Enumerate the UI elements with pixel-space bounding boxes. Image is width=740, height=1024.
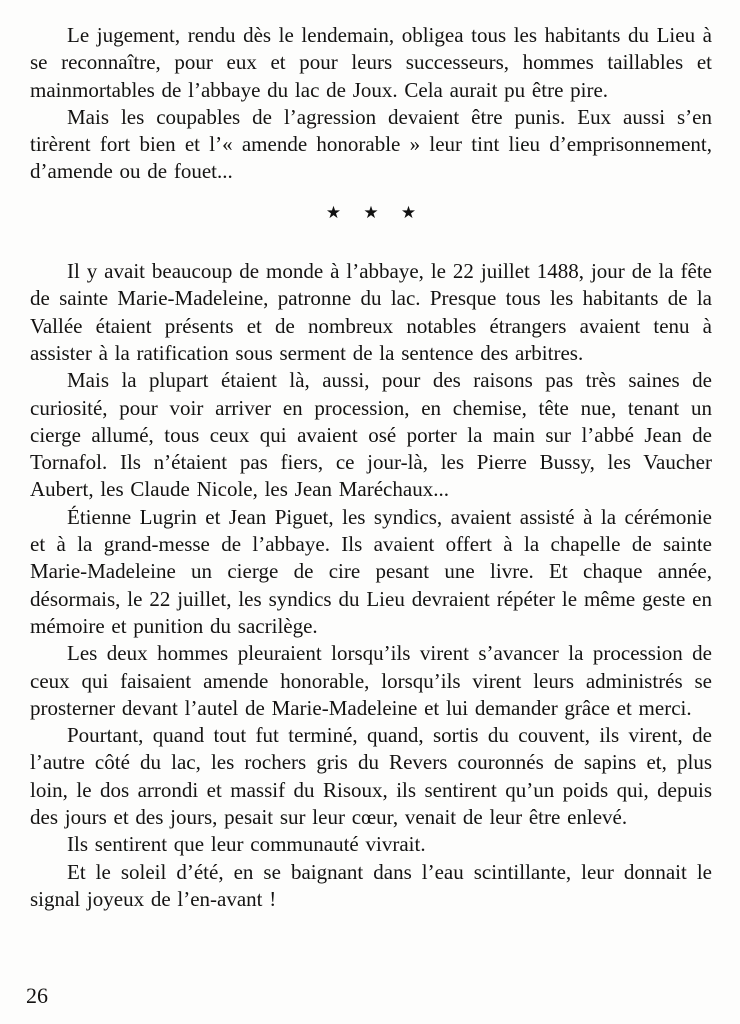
- paragraph-amende-honorable: Les deux hommes pleuraient lorsqu’ils virent s’avancer la procession de ceux qui faisaient amende honorable, lorsqu’ils virent leurs administrés se prosterner devant l’autel de Marie-Madeleine et lui demander grâce et merci.: [30, 641, 712, 720]
- paragraph-jugement: Le jugement, rendu dès le lendemain, obligea tous les habitants du Lieu à se reconnaître, pour eux et pour leurs successeurs, hommes taillables et mainmortables de l’abbaye du lac de Joux. Cela aurait pu être pire.: [30, 23, 712, 102]
- paragraph-communaute: Ils sentirent que leur communauté vivrait.: [67, 832, 426, 857]
- paragraph-coupables: Mais les coupables de l’agression devaient être punis. Eux aussi s’en tirèrent fort bien et l’« amende honorable » leur tint lieu d’emprisonnement, d’amende ou de fouet...: [30, 104, 712, 184]
- paragraph-syndics-ceremonie: Étienne Lugrin et Jean Piguet, les syndics, avaient assisté à la cérémonie et à la grand-messe de l’abbaye. Ils avaient offert à la chapelle de sainte Marie-Madeleine un cierge de cire pesant une livre. Et chaque année, désormais, le 22 juillet, les syndics du Lieu devraient répéter le même geste en mémoire et punition du sacrilège.: [30, 504, 712, 638]
- page-number: 26: [26, 983, 48, 1008]
- section-separator-stars: ★ ★ ★: [325, 202, 426, 222]
- paragraph-soleil-ete: Et le soleil d’été, en se baignant dans l’eau scintillante, leur donnait le signal joyeux de l’en-avant !: [30, 859, 712, 911]
- paragraph-procession-curiosite: Mais la plupart étaient là, aussi, pour des raisons pas très saines de curiosité, pour voir arriver en procession, en chemise, tête nue, tenant un cierge allumé, tous ceux qui avaient osé porter la main sur l’abbé Jean de Tornafol. Ils n’étaient pas fiers, ce jour-là, les Pierre Bussy, les Vaucher Aubert, les Claude Nicole, les Jean Maréchaux...: [30, 368, 712, 502]
- paragraph-fete-abbaye: Il y avait beaucoup de monde à l’abbaye, le 22 juillet 1488, jour de la fête de sainte Marie-Madeleine, patronne du lac. Presque tous les habitants de la Vallée étaient présents et de nombreux notables étrangers avaient tenu à assister à la ratification sous serment de la sentence des arbitres.: [30, 259, 712, 365]
- text-block: [30, 22, 712, 913]
- paragraph-rochers-risoux: Pourtant, quand tout fut terminé, quand, sortis du couvent, ils virent, de l’autre côté du lac, les rochers gris du Revers couronnés de sapins et, plus loin, le dos arrondi et massif du Risoux, ils sentirent qu’un poids qui, depuis des jours et des jours, pesait sur leur cœur, venait de leur être enlevé.: [30, 723, 712, 830]
